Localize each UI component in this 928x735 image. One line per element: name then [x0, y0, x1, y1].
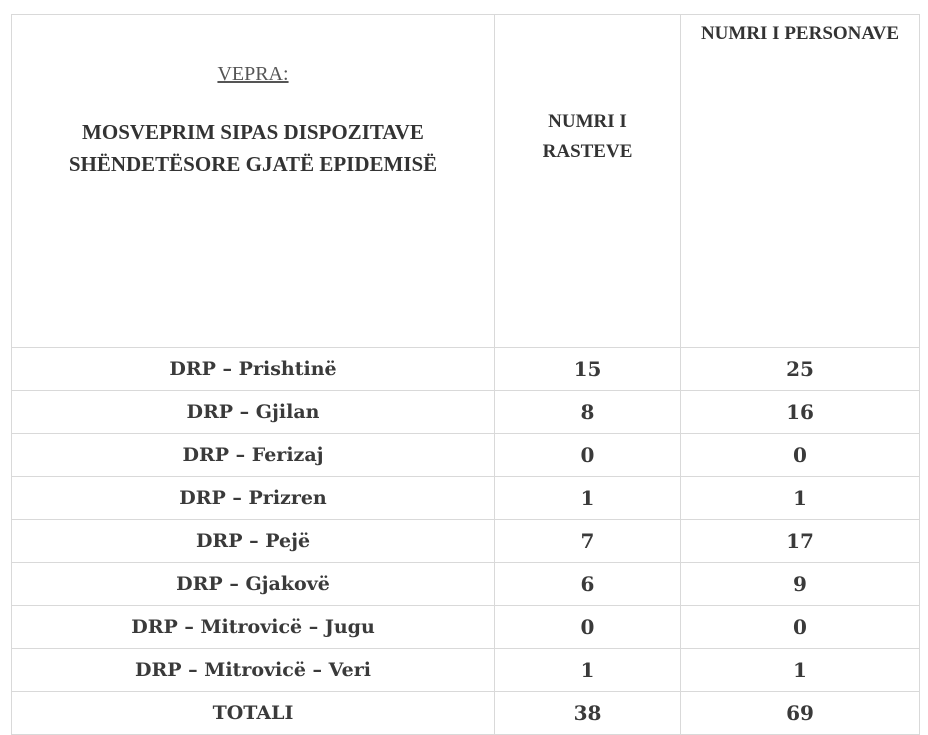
table-row	[12, 434, 920, 477]
table-row	[12, 391, 920, 434]
total-cases-cell: 38	[495, 692, 681, 735]
table-row	[12, 649, 920, 692]
total-label-cell: TOTALI	[12, 692, 495, 735]
persons-cell: 9	[681, 563, 920, 606]
total-row	[12, 692, 920, 735]
offense-label: VEPRA:	[217, 63, 289, 85]
region-cell: DRP – Ferizaj	[12, 434, 495, 477]
cases-cell: 1	[495, 649, 681, 692]
cases-cell: 1	[495, 477, 681, 520]
cases-cell: 0	[495, 606, 681, 649]
table-row	[12, 520, 920, 563]
region-cell: DRP – Gjakovë	[12, 563, 495, 606]
offense-title: MOSVEPRIM SIPAS DISPOZITAVE SHËNDETËSORE GJATË EPIDEMISË	[68, 120, 438, 176]
table-row	[12, 563, 920, 606]
table-container	[11, 14, 920, 735]
cases-cell: 15	[495, 348, 681, 391]
cases-table	[11, 14, 920, 735]
cases-cell: 6	[495, 563, 681, 606]
persons-cell: 0	[681, 606, 920, 649]
table-row	[12, 606, 920, 649]
table-header-row	[12, 15, 920, 348]
cases-column-header: NUMRI I RASTEVE	[542, 111, 633, 162]
cases-cell: 0	[495, 434, 681, 477]
header-persons-cell	[681, 15, 920, 348]
region-cell: DRP – Prishtinë	[12, 348, 495, 391]
cases-cell: 7	[495, 520, 681, 563]
persons-cell: 1	[681, 649, 920, 692]
table-row	[12, 477, 920, 520]
region-cell: DRP – Mitrovicë – Jugu	[12, 606, 495, 649]
region-cell: DRP – Gjilan	[12, 391, 495, 434]
cases-cell: 8	[495, 391, 681, 434]
persons-cell: 17	[681, 520, 920, 563]
table-row	[12, 348, 920, 391]
persons-cell: 1	[681, 477, 920, 520]
total-persons-cell: 69	[681, 692, 920, 735]
persons-cell: 25	[681, 348, 920, 391]
header-cases-cell	[495, 15, 681, 348]
persons-column-header: NUMRI I PERSONAVE	[700, 23, 900, 44]
region-cell: DRP – Mitrovicë – Veri	[12, 649, 495, 692]
region-cell: DRP – Prizren	[12, 477, 495, 520]
persons-cell: 0	[681, 434, 920, 477]
region-cell: DRP – Pejë	[12, 520, 495, 563]
header-offense-cell	[12, 15, 495, 348]
persons-cell: 16	[681, 391, 920, 434]
